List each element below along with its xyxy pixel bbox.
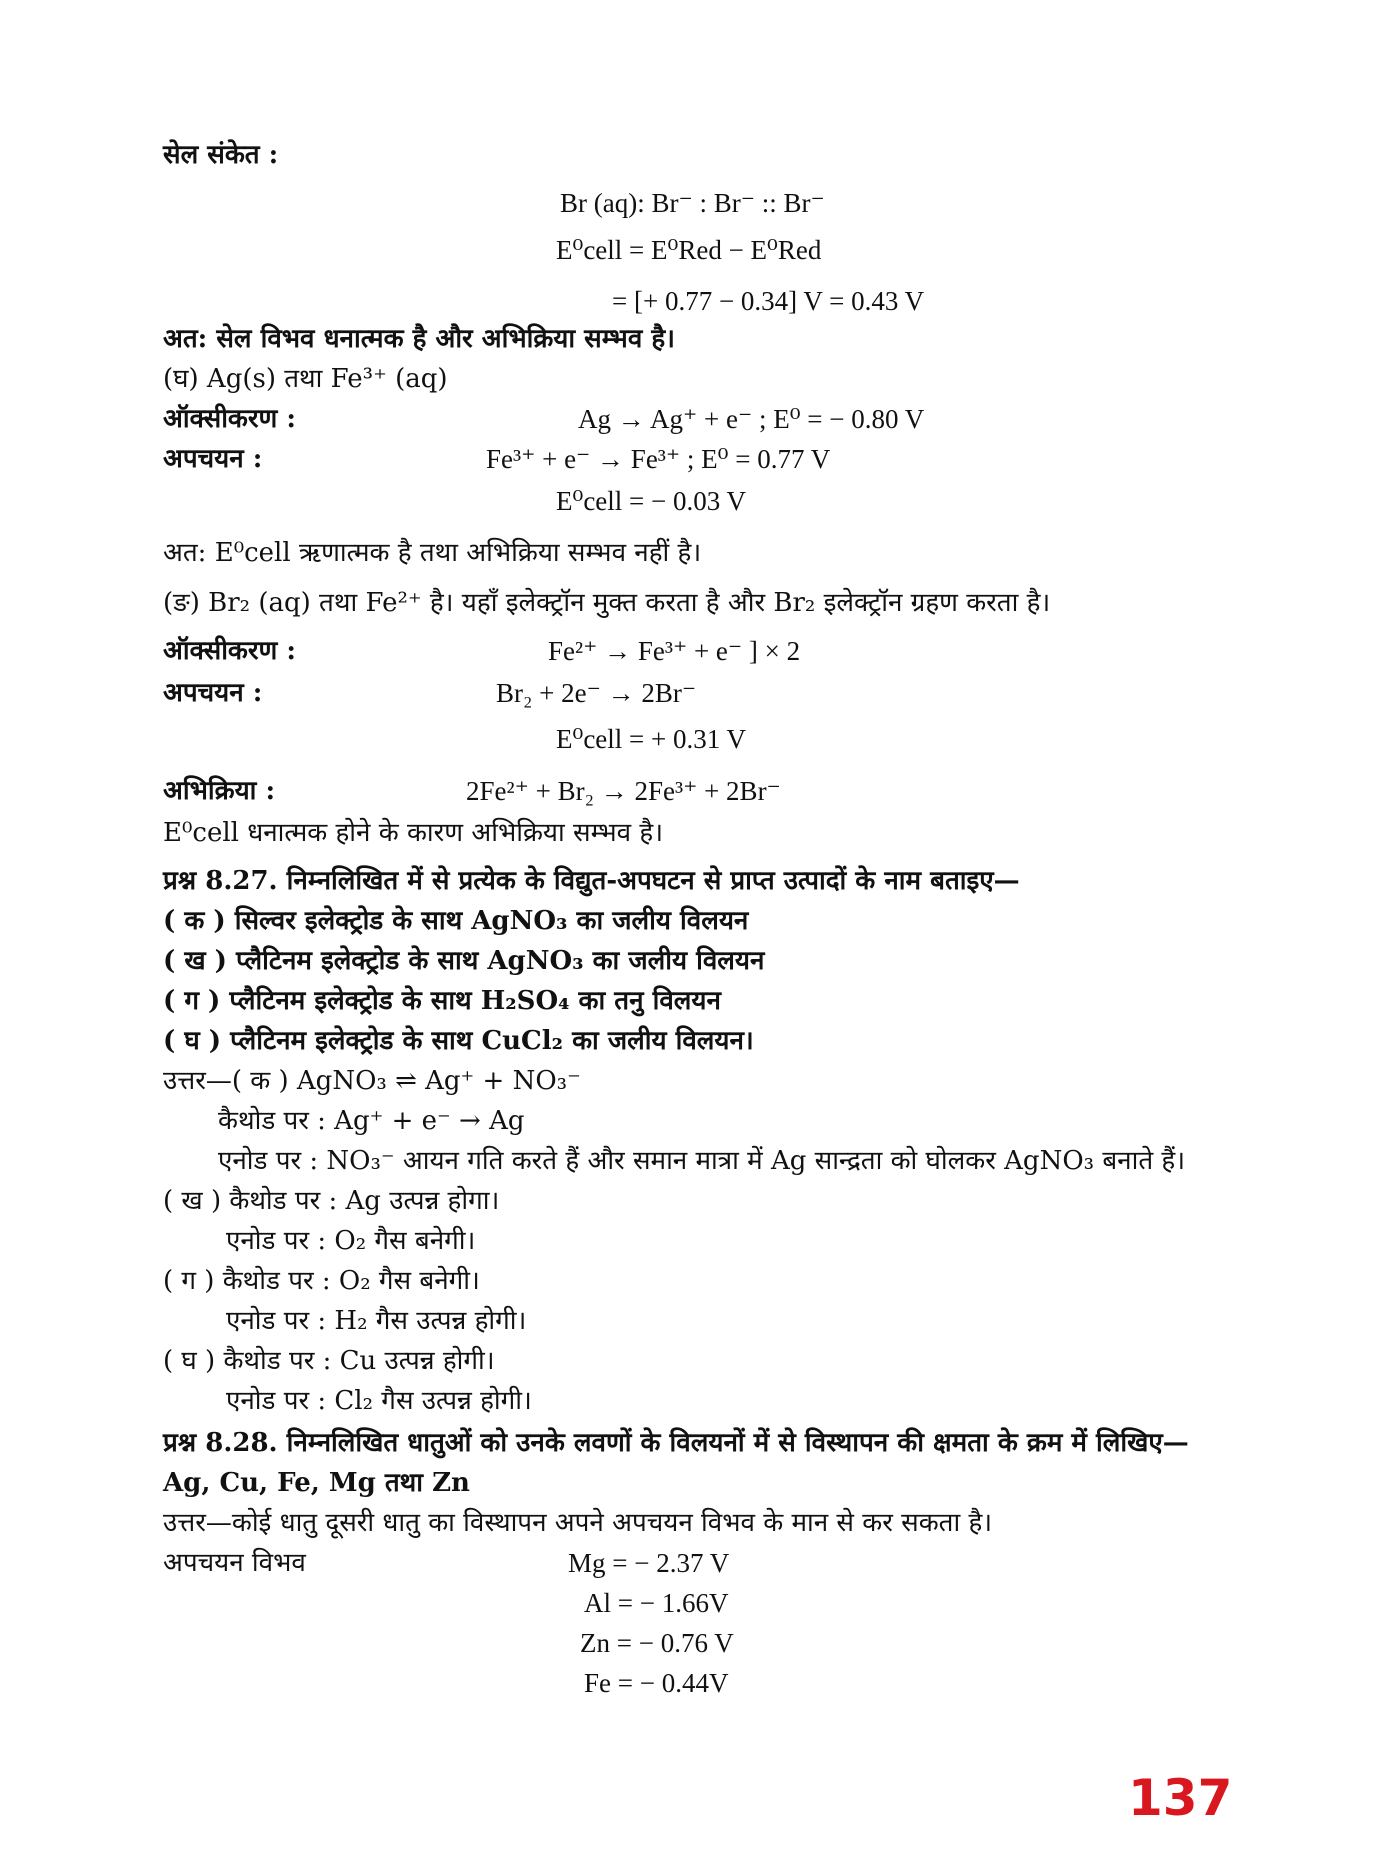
- oxidation-label: ऑक्सीकरण :: [163, 636, 296, 666]
- part-gha-heading: (घ) Ag(s) तथा Fe³⁺ (aq): [163, 364, 448, 394]
- oxidation-label: ऑक्सीकरण :: [163, 404, 296, 434]
- answer-line: एनोड पर : NO₃⁻ आयन गति करते हैं और समान मात्रा में Ag सान्द्रता को घोलकर AgNO₃ बनाते हैं।: [218, 1146, 1186, 1176]
- overall-reaction: 2Fe²⁺ + Br₂ → 2Fe³⁺ + 2Br⁻: [466, 776, 781, 806]
- reduction-label: अपचयन :: [163, 444, 263, 474]
- question-part: ( घ ) प्लैटिनम इलेक्ट्रोड के साथ CuCl₂ का जलीय विलयन।: [163, 1026, 754, 1056]
- conclusion-text: अत: सेल विभव धनात्मक है और अभिक्रिया सम्भव है।: [163, 324, 676, 354]
- answer-line: एनोड पर : Cl₂ गैस उत्पन्न होगी।: [226, 1386, 532, 1416]
- cell-notation-formula: Br (aq): Br⁻ : Br⁻ :: Br⁻: [560, 188, 825, 218]
- reduction-potential-label: अपचयन विभव: [163, 1548, 306, 1578]
- answer-line: कैथोड पर : Ag⁺ + e⁻ → Ag: [218, 1106, 525, 1136]
- cell-notation-heading: सेल संकेत :: [163, 140, 279, 170]
- conclusion-text: अत: E⁰cell ऋणात्मक है तथा अभिक्रिया सम्भव नहीं है।: [163, 538, 702, 568]
- part-nga-heading: (ङ) Br₂ (aq) तथा Fe²⁺ है। यहाँ इलेक्ट्रॉन मुक्त करता है और Br₂ इलेक्ट्रॉन ग्रहण करता है।: [163, 588, 1051, 618]
- conclusion-text: E⁰cell धनात्मक होने के कारण अभिक्रिया सम्भव है।: [163, 818, 664, 848]
- answer-line: ( ग ) कैथोड पर : O₂ गैस बनेगी।: [163, 1266, 480, 1296]
- oxidation-equation: Fe²⁺ → Fe³⁺ + e⁻ ] × 2: [548, 636, 801, 666]
- reduction-equation: Br₂ + 2e⁻ → 2Br⁻: [496, 678, 697, 708]
- question-8-28: प्रश्न 8.28. निम्नलिखित धातुओं को उनके लवणों के विलयनों में से विस्थापन की क्षमता के क्रम में लिखिए—: [163, 1428, 1189, 1458]
- question-part: ( ख ) प्लैटिनम इलेक्ट्रोड के साथ AgNO₃ का जलीय विलयन: [163, 946, 765, 976]
- reaction-label: अभिक्रिया :: [163, 776, 276, 806]
- potential-value: Fe = − 0.44V: [584, 1668, 729, 1698]
- question-part: ( ग ) प्लैटिनम इलेक्ट्रोड के साथ H₂SO₄ का तनु विलयन: [163, 986, 721, 1016]
- answer-line: एनोड पर : H₂ गैस उत्पन्न होगी।: [226, 1306, 527, 1336]
- potential-value: Al = − 1.66V: [584, 1588, 729, 1618]
- ecell-result: E⁰cell = + 0.31 V: [556, 724, 747, 754]
- question-part: ( क ) सिल्वर इलेक्ट्रोड के साथ AgNO₃ का जलीय विलयन: [163, 906, 749, 936]
- potential-value: Zn = − 0.76 V: [580, 1628, 734, 1658]
- ecell-formula: E⁰cell = E⁰Red − E⁰Red: [556, 235, 822, 265]
- answer-line: ( घ ) कैथोड पर : Cu उत्पन्न होगी।: [163, 1346, 495, 1376]
- potential-value: Mg = − 2.37 V: [568, 1548, 730, 1578]
- question-8-27: प्रश्न 8.27. निम्नलिखित में से प्रत्येक के विद्युत-अपघटन से प्राप्त उत्पादों के नाम बताइए—: [163, 866, 1020, 896]
- answer-start: उत्तर—( क ) AgNO₃ ⇌ Ag⁺ + NO₃⁻: [163, 1066, 581, 1096]
- answer-start: उत्तर—कोई धातु दूसरी धातु का विस्थापन अपने अपचयन विभव के मान से कर सकता है।: [163, 1508, 993, 1538]
- metals-list: Ag, Cu, Fe, Mg तथा Zn: [163, 1468, 470, 1498]
- reduction-equation: Fe³⁺ + e⁻ → Fe³⁺ ; E⁰ = 0.77 V: [486, 444, 831, 474]
- page-number: 137: [1128, 1769, 1233, 1827]
- answer-line: एनोड पर : O₂ गैस बनेगी।: [226, 1226, 476, 1256]
- reduction-label: अपचयन :: [163, 678, 263, 708]
- oxidation-equation: Ag → Ag⁺ + e⁻ ; E⁰ = − 0.80 V: [578, 404, 925, 434]
- answer-line: ( ख ) कैथोड पर : Ag उत्पन्न होगा।: [163, 1186, 500, 1216]
- ecell-calculation: = [+ 0.77 − 0.34] V = 0.43 V: [612, 286, 925, 316]
- ecell-result: E⁰cell = − 0.03 V: [556, 486, 747, 516]
